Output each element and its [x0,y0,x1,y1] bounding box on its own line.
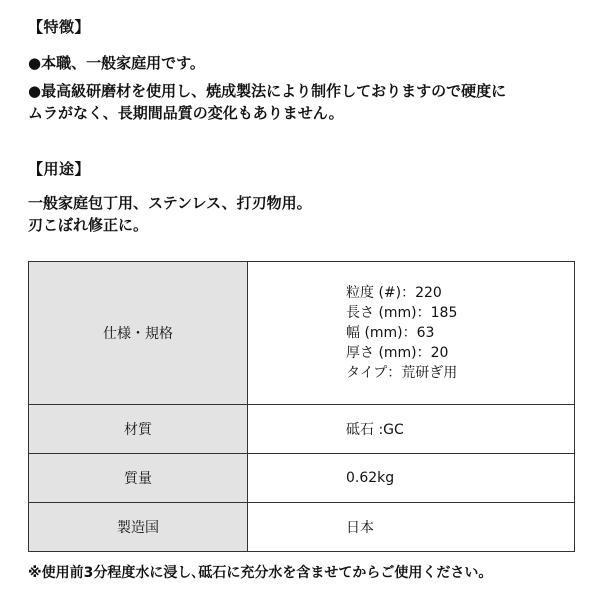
table-row [29,503,575,552]
use-line: 刃こぼれ修正に。 [28,216,149,234]
feature-line: ●本職、一般家庭用です。 [28,54,205,72]
use-line: 一般家庭包丁用、ステンレス、打刃物用。 [28,194,312,212]
spec-label: 製造国 [29,503,248,552]
feature-line: ●最高級研磨材を使用し、焼成製法により制作しておりますので硬度に [28,82,507,100]
spec-value: 0.62kg [248,454,575,503]
spec-value-cell [248,262,575,405]
spec-table [28,261,575,552]
spec-value: タイプ：荒研ぎ用 [346,365,458,381]
table-row [29,405,575,454]
spec-value: 長さ (mm)：185 [346,305,458,321]
spec-value: 砥石 :GC [248,405,575,454]
spec-value: 日本 [248,503,575,552]
spec-label: 仕様・規格 [29,262,248,405]
features-heading: 【特徴】 [28,18,91,36]
uses-heading: 【用途】 [28,160,91,178]
feature-line: ムラがなく、長期間品質の変化もありません。 [28,104,344,122]
table-row [29,454,575,503]
spec-value: 粒度 (#)：220 [346,285,442,301]
usage-note: ※使用前3分程度水に浸し､砥石に充分水を含ませてからご使用ください。 [28,565,493,581]
spec-value: 幅 (mm)：63 [346,325,435,341]
table-row [29,262,575,405]
spec-label: 材質 [29,405,248,454]
spec-label: 質量 [29,454,248,503]
spec-value: 厚さ (mm)：20 [346,345,449,361]
